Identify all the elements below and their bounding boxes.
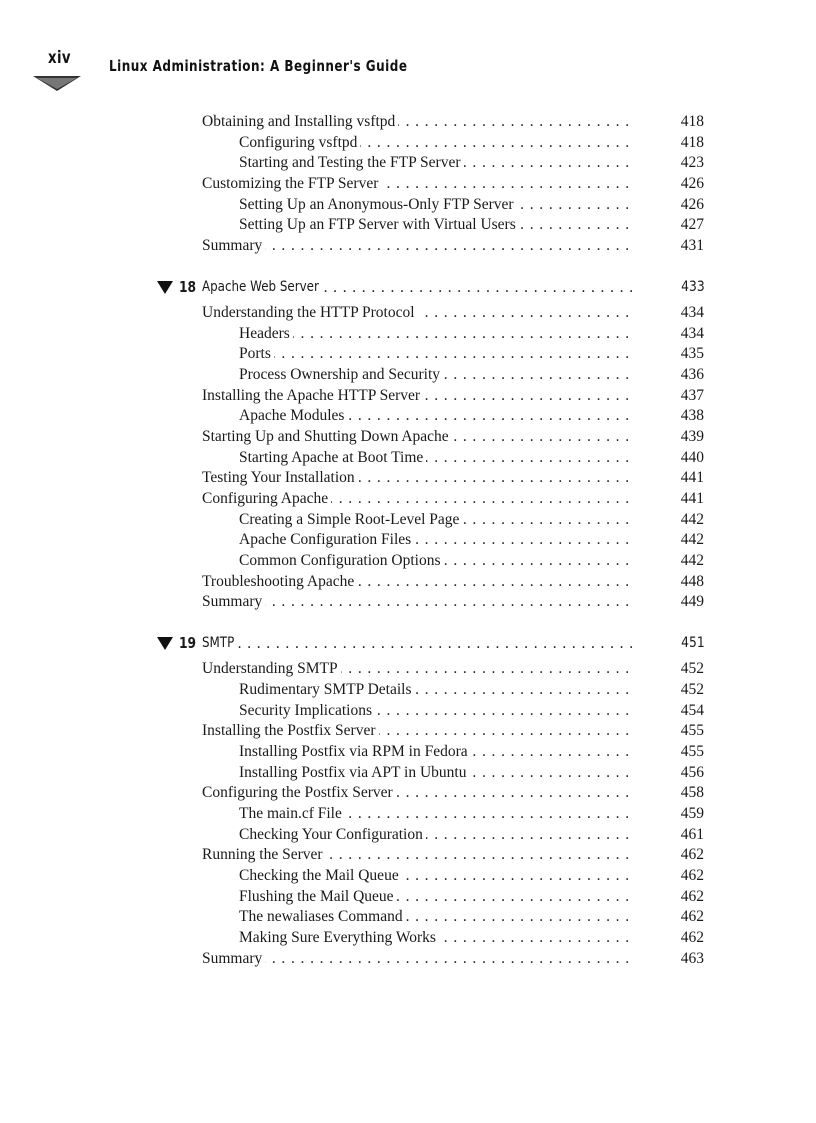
- toc-entry: [0, 365, 816, 386]
- toc-entry-label: [202, 659, 630, 680]
- toc-entry-label: [239, 195, 630, 216]
- toc-entry-title: Starting and Testing the FTP Server: [239, 154, 464, 171]
- toc-entry: [0, 783, 816, 804]
- toc-entry: [0, 468, 816, 489]
- toc-entry-label: [239, 928, 630, 949]
- toc-entry: [0, 303, 816, 324]
- toc-entry: [0, 866, 816, 887]
- toc-entry: [0, 215, 816, 236]
- toc-entry: [0, 386, 816, 407]
- chapter-title-leader: [202, 633, 634, 654]
- toc-entry-label: [239, 825, 630, 846]
- toc-entry-label: [239, 530, 630, 551]
- toc-entry-title: Checking Your Configuration: [239, 826, 426, 843]
- toc-entry-page: 461: [680, 825, 704, 843]
- toc-entry-title: Installing the Postfix Server: [202, 722, 379, 739]
- table-of-contents: [0, 112, 816, 969]
- toc-entry-page: 462: [680, 867, 704, 884]
- toc-entry: [0, 195, 816, 216]
- toc-entry-label: [202, 489, 630, 510]
- chapter-arrow-icon: [157, 637, 173, 650]
- toc-entry-label: [239, 365, 630, 386]
- toc-entry-title: Starting Apache at Boot Time: [239, 449, 426, 466]
- toc-entry-title: Troubleshooting Apache: [202, 573, 357, 590]
- page-header: [0, 0, 816, 100]
- toc-entry: [0, 551, 816, 572]
- chapter-arrow-icon: [157, 281, 173, 294]
- header-arrow-shade: [37, 78, 77, 89]
- toc-entry-title: Configuring vsftpd: [239, 134, 360, 151]
- chapter-heading: [0, 277, 816, 298]
- toc-entry-title: Rudimentary SMTP Details: [239, 681, 415, 698]
- toc-entry-page: 431: [680, 237, 704, 255]
- toc-entry-title: Understanding the HTTP Protocol: [202, 304, 418, 321]
- toc-entry-title: Common Configuration Options: [239, 552, 444, 569]
- toc-entry: [0, 489, 816, 510]
- chapter-number: 18: [179, 277, 197, 296]
- toc-entry: [0, 153, 816, 174]
- toc-entry: [0, 530, 816, 551]
- toc-entry-label: [202, 949, 630, 970]
- toc-entry-page: 458: [680, 784, 704, 802]
- toc-entry: [0, 907, 816, 928]
- toc-entry-title: Setting Up an FTP Server with Virtual Users: [239, 216, 519, 233]
- toc-entry-page: 442: [680, 510, 704, 528]
- toc-entry-label: [239, 406, 630, 427]
- toc-entry-label: [239, 763, 630, 784]
- toc-entry-page: 449: [680, 593, 704, 611]
- toc-entry-label: [239, 907, 630, 928]
- toc-entry-page: 462: [680, 908, 704, 926]
- toc-entry-page: 437: [680, 386, 704, 404]
- toc-entry-page: 463: [680, 949, 704, 967]
- toc-entry: [0, 845, 816, 866]
- toc-entry-label: [239, 324, 630, 345]
- toc-entry: [0, 112, 816, 133]
- toc-entry-title: Configuring Apache: [202, 490, 331, 507]
- toc-entry-title: Customizing the FTP Server: [202, 175, 381, 192]
- page-number: xiv: [48, 48, 71, 68]
- toc-entry-page: 441: [680, 469, 704, 487]
- toc-entry-title: Summary: [202, 950, 265, 967]
- book-title: Linux Administration: A Beginner's Guide: [109, 57, 408, 75]
- toc-entry-page: 434: [680, 303, 704, 321]
- toc-entry-title: Ports: [239, 345, 274, 362]
- toc-entry: [0, 133, 816, 154]
- toc-entry-page: 427: [680, 216, 704, 234]
- chapter-page: 433: [681, 278, 705, 295]
- toc-entry-page: 435: [680, 345, 704, 363]
- toc-entry-label: [239, 887, 630, 908]
- toc-entry: [0, 572, 816, 593]
- toc-entry-label: [202, 572, 630, 593]
- toc-entry-title: Summary: [202, 237, 265, 254]
- toc-entry: [0, 949, 816, 970]
- toc-entry-title: Process Ownership and Security: [239, 366, 443, 383]
- toc-entry-label: [239, 344, 630, 365]
- toc-entry: [0, 344, 816, 365]
- toc-entry: [0, 804, 816, 825]
- toc-entry-page: 456: [680, 763, 704, 781]
- toc-entry-page: 462: [680, 846, 704, 864]
- toc-entry-label: [239, 804, 630, 825]
- toc-entry-page: 442: [680, 531, 704, 549]
- toc-entry-label: [202, 468, 630, 489]
- toc-entry-page: 418: [680, 113, 704, 130]
- toc-entry: [0, 406, 816, 427]
- toc-entry: [0, 680, 816, 701]
- toc-entry-page: 448: [680, 572, 704, 590]
- toc-entry: [0, 427, 816, 448]
- toc-entry-label: [202, 303, 630, 324]
- toc-entry-label: [202, 174, 630, 195]
- toc-entry-label: [202, 721, 630, 742]
- toc-entry-label: [202, 592, 630, 613]
- toc-entry-page: 426: [680, 195, 704, 213]
- toc-entry-page: 438: [680, 407, 704, 425]
- toc-entry-label: [239, 866, 630, 887]
- toc-entry-label: [202, 845, 630, 866]
- toc-entry-title: Testing Your Installation: [202, 469, 358, 486]
- toc-entry-title: The newaliases Command: [239, 908, 406, 925]
- toc-entry-title: Summary: [202, 593, 265, 610]
- toc-entry-label: [239, 448, 630, 469]
- toc-entry-title: Installing Postfix via APT in Ubuntu: [239, 764, 470, 781]
- chapter-title-leader: [202, 277, 634, 298]
- toc-entry: [0, 721, 816, 742]
- toc-entry-title: Obtaining and Installing vsftpd: [202, 113, 398, 130]
- toc-entry-page: 418: [680, 133, 704, 151]
- toc-entry-title: Installing the Apache HTTP Server: [202, 387, 423, 404]
- toc-entry-title: Setting Up an Anonymous-Only FTP Server: [239, 196, 517, 213]
- toc-entry-title: Installing Postfix via RPM in Fedora: [239, 743, 471, 760]
- toc-entry: [0, 324, 816, 345]
- toc-entry-page: 439: [680, 427, 704, 445]
- toc-entry: [0, 592, 816, 613]
- toc-entry-page: 452: [680, 680, 704, 698]
- toc-entry-page: 426: [680, 175, 704, 193]
- toc-entry: [0, 825, 816, 846]
- toc-entry-title: Headers: [239, 325, 293, 342]
- toc-entry: [0, 701, 816, 722]
- toc-entry-page: 436: [680, 365, 704, 383]
- toc-entry-title: Flushing the Mail Queue: [239, 888, 397, 905]
- chapter-page: 451: [681, 635, 705, 652]
- toc-entry-label: [202, 236, 630, 257]
- toc-entry-page: 455: [680, 742, 704, 760]
- toc-entry-label: [239, 215, 630, 236]
- toc-entry-title: Security Implications: [239, 702, 375, 719]
- chapter-title: Apache Web Server: [202, 277, 321, 298]
- toc-entry-title: The main.cf File: [239, 805, 345, 822]
- toc-entry-page: 459: [680, 804, 704, 822]
- toc-entry: [0, 887, 816, 908]
- chapter-number: 19: [179, 634, 197, 653]
- toc-entry-label: [239, 133, 630, 154]
- toc-entry: [0, 742, 816, 763]
- toc-entry-title: Apache Modules: [239, 407, 347, 424]
- toc-entry-label: [239, 680, 630, 701]
- toc-entry-title: Configuring the Postfix Server: [202, 784, 396, 801]
- toc-entry-title: Starting Up and Shutting Down Apache: [202, 428, 452, 445]
- toc-entry: [0, 763, 816, 784]
- toc-entry-label: [239, 510, 630, 531]
- chapter-title: SMTP: [202, 633, 237, 654]
- toc-entry-page: 434: [680, 324, 704, 342]
- toc-entry-title: Making Sure Everything Works: [239, 929, 439, 946]
- toc-entry-page: 454: [680, 701, 704, 719]
- toc-entry-page: 423: [680, 154, 704, 172]
- toc-entry-label: [202, 386, 630, 407]
- toc-entry-page: 442: [680, 552, 704, 570]
- toc-entry-label: [239, 551, 630, 572]
- toc-entry-page: 455: [680, 722, 704, 740]
- toc-entry: [0, 510, 816, 531]
- toc-entry: [0, 928, 816, 949]
- toc-entry-label: [239, 701, 630, 722]
- toc-entry-title: Running the Server: [202, 846, 326, 863]
- toc-entry-label: [239, 153, 630, 174]
- toc-entry: [0, 174, 816, 195]
- chapter-heading: [0, 633, 816, 654]
- toc-entry-label: [202, 112, 630, 133]
- toc-entry-label: [202, 427, 630, 448]
- toc-entry-title: Creating a Simple Root-Level Page: [239, 511, 462, 528]
- toc-entry: [0, 236, 816, 257]
- toc-entry-page: 462: [680, 929, 704, 947]
- toc-entry-page: 462: [680, 887, 704, 905]
- toc-entry-page: 441: [680, 490, 704, 507]
- toc-entry: [0, 448, 816, 469]
- toc-entry-page: 452: [680, 660, 704, 678]
- toc-entry-label: [202, 783, 630, 804]
- toc-entry-title: Understanding SMTP: [202, 660, 341, 677]
- toc-entry: [0, 659, 816, 680]
- toc-entry-page: 440: [680, 448, 704, 466]
- toc-entry-label: [239, 742, 630, 763]
- toc-entry-title: Apache Configuration Files: [239, 531, 414, 548]
- toc-entry-title: Checking the Mail Queue: [239, 867, 402, 884]
